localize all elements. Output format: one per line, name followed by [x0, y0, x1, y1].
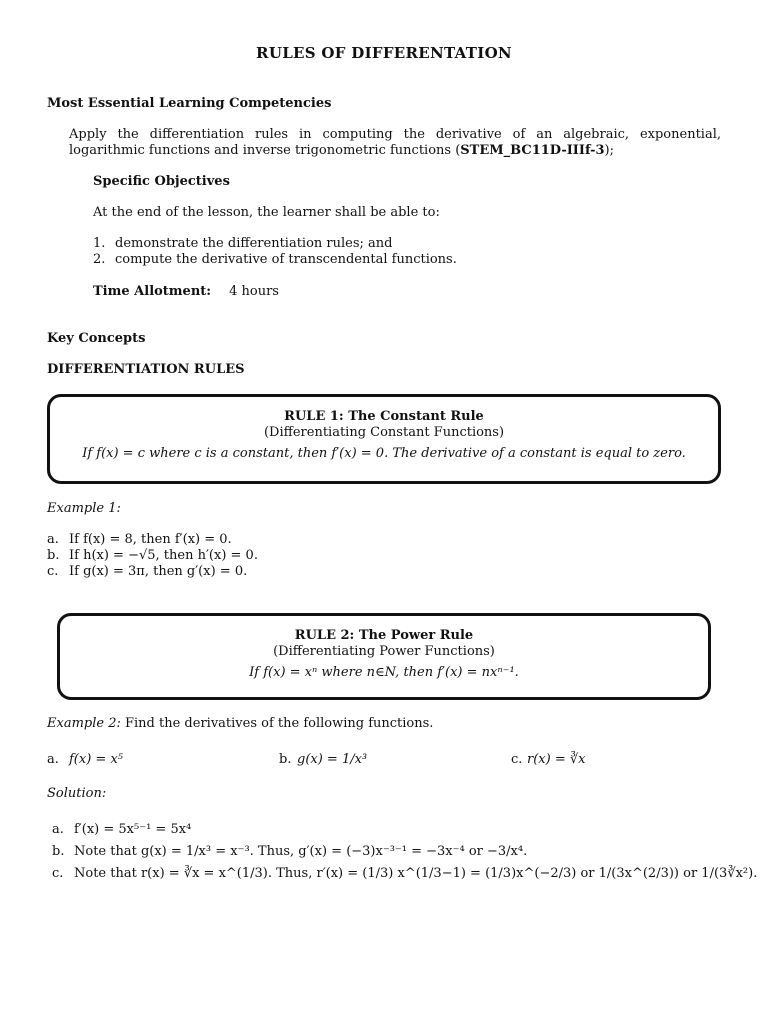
list-marker: 2. — [93, 252, 106, 267]
melc-text: Apply the differentiation rules in computing the derivative of an algebraic, exponential, logarithmic functions and inverse trigonometric functions ( — [69, 127, 721, 158]
example2-function: g(x) = 1/x³ — [297, 752, 368, 767]
list-item-text: If g(x) = 3π, then g′(x) = 0. — [69, 564, 248, 579]
rule2-subtitle: (Differentiating Power Functions) — [273, 644, 495, 659]
time-label: Time Allotment: — [93, 284, 212, 299]
list-item — [47, 564, 258, 580]
example2-label: Example 2: — [47, 716, 121, 731]
objectives-heading: Specific Objectives — [93, 174, 230, 189]
list-item — [47, 548, 258, 564]
example2-function: f(x) = x⁵ — [69, 752, 123, 767]
list-marker: b. — [47, 548, 60, 563]
key-concepts-heading: Key Concepts — [47, 331, 146, 346]
example2-function: r(x) = ∛x — [527, 752, 586, 767]
time-value: 4 hours — [229, 284, 279, 299]
list-item-text: compute the derivative of transcendental functions. — [115, 252, 457, 267]
list-marker: c. — [511, 752, 523, 767]
example1-label: Example 1: — [47, 501, 121, 516]
list-item — [47, 532, 258, 548]
list-marker: c. — [47, 564, 59, 579]
time-allotment — [93, 284, 279, 300]
objectives-intro: At the end of the lesson, the learner shall be able to: — [93, 205, 440, 220]
list-marker: b. — [52, 844, 65, 859]
list-item-text: demonstrate the differentiation rules; and — [115, 236, 393, 251]
rule2-title: RULE 2: The Power Rule — [294, 628, 474, 643]
list-item-text: Note that r(x) = ∛x = x^(1/3). Thus, r′(x) = (1/3) x^(1/3−1) = (1/3)x^(−2/3) or 1/(3x^(2/3)) or 1/(3∛x²). — [74, 866, 758, 881]
list-marker: a. — [47, 752, 59, 767]
list-marker: c. — [52, 866, 64, 881]
rule1-title: RULE 1: The Constant Rule — [284, 409, 484, 424]
example2-instruction: Find the derivatives of the following functions. — [125, 716, 434, 731]
page-title: RULES OF DIFFERENTATION — [256, 44, 512, 62]
solution-label: Solution: — [47, 786, 107, 801]
list-marker: 1. — [93, 236, 106, 251]
list-item — [52, 841, 757, 863]
list-marker: a. — [52, 822, 64, 837]
example2-item-a — [47, 752, 123, 767]
rule2-box — [57, 613, 711, 700]
example2-item-b — [279, 752, 367, 767]
list-item — [93, 252, 457, 268]
rules-heading: DIFFERENTIATION RULES — [47, 362, 245, 377]
list-item — [93, 236, 457, 252]
list-item-text: If h(x) = −√5, then h′(x) = 0. — [69, 548, 258, 563]
objectives-list — [93, 236, 457, 268]
melc-text-end: ); — [604, 143, 614, 158]
melc-heading: Most Essential Learning Competencies — [47, 96, 332, 111]
rule1-subtitle: (Differentiating Constant Functions) — [263, 425, 505, 440]
example2-line — [47, 716, 433, 732]
list-marker: a. — [47, 532, 59, 547]
list-item — [52, 863, 757, 885]
list-item-text: If f(x) = 8, then f′(x) = 0. — [69, 532, 232, 547]
example2-item-c — [511, 752, 585, 767]
list-marker: b. — [279, 752, 292, 767]
example1-list — [47, 532, 258, 580]
rule2-statement: If f(x) = xⁿ where n∈N, then f′(x) = nxⁿ⁻¹. — [249, 665, 519, 680]
list-item-text: Note that g(x) = 1/x³ = x⁻³. Thus, g′(x) = (−3)x⁻³⁻¹ = −3x⁻⁴ or −3/x⁴. — [74, 844, 528, 859]
solution-list — [52, 819, 757, 885]
melc-code: STEM_BC11D-IIIf-3 — [460, 143, 605, 158]
melc-paragraph — [69, 127, 721, 159]
list-item — [52, 819, 757, 841]
rule1-box — [47, 394, 721, 484]
list-item-text: f′(x) = 5x⁵⁻¹ = 5x⁴ — [74, 822, 192, 837]
rule1-statement: If f(x) = c where c is a constant, then f′(x) = 0. The derivative of a constant is equal to zero. — [82, 446, 686, 461]
